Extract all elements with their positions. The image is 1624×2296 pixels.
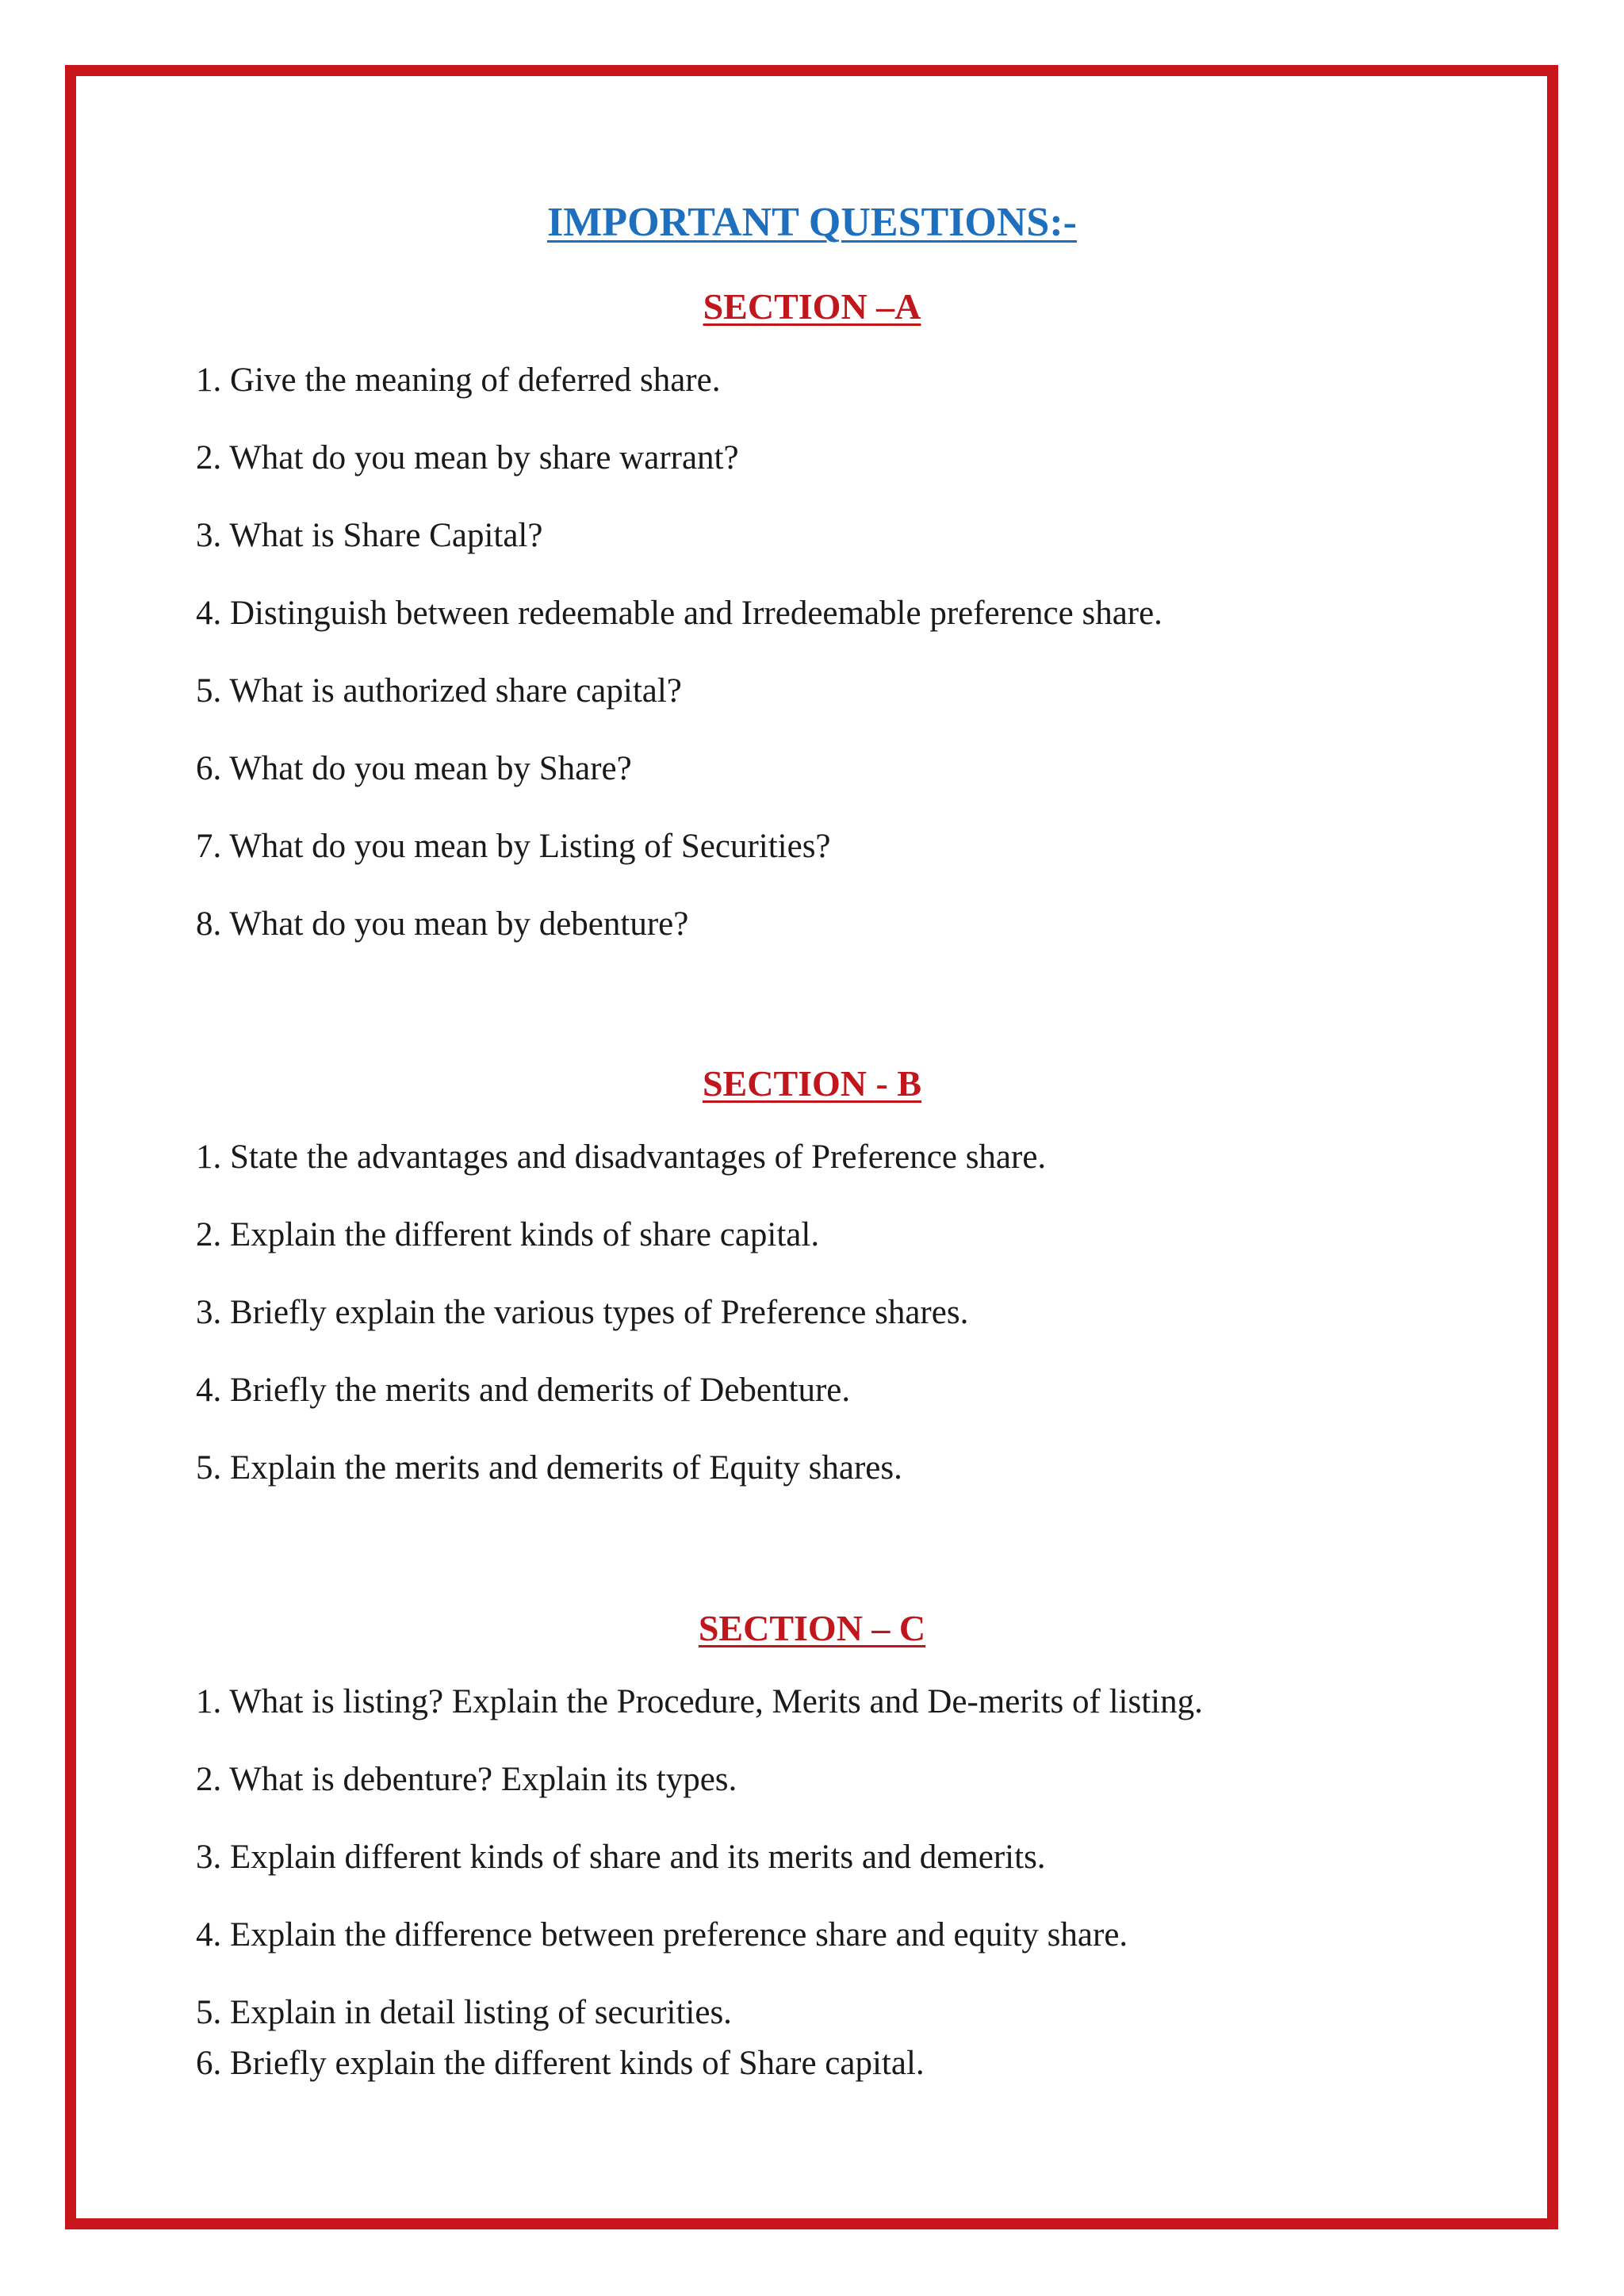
section-c-question: 1. What is listing? Explain the Procedure, Merits and De-merits of listing. <box>196 1683 1203 1720</box>
section-a-question: 4. Distinguish between redeemable and Irredeemable preference share. <box>196 595 1162 632</box>
section-a-question: 5. What is authorized share capital? <box>196 672 682 710</box>
section-b-question: 1. State the advantages and disadvantages of Preference share. <box>196 1138 1047 1176</box>
section-b-question: 5. Explain the merits and demerits of Equity shares. <box>196 1449 902 1487</box>
section-c-question: 2. What is debenture? Explain its types. <box>196 1761 737 1798</box>
section-a-question: 1. Give the meaning of deferred share. <box>196 362 721 399</box>
section-a-question: 6. What do you mean by Share? <box>196 750 632 787</box>
section-a-question: 7. What do you mean by Listing of Securities? <box>196 828 831 865</box>
section-c-question: 6. Briefly explain the different kinds of Share capital. <box>196 2045 925 2082</box>
page-title: IMPORTANT QUESTIONS:- <box>546 200 1077 245</box>
section-b-question-list <box>196 1134 1046 1522</box>
section-b-heading: SECTION - B <box>702 1063 922 1104</box>
section-a-question: 2. What do you mean by share warrant? <box>196 439 739 476</box>
section-c-question-list <box>196 1678 1203 2118</box>
section-b-question: 2. Explain the different kinds of share capital. <box>196 1216 820 1253</box>
section-b-question: 3. Briefly explain the various types of Preference shares. <box>196 1294 969 1331</box>
section-c-question: 4. Explain the difference between preference share and equity share. <box>196 1916 1128 1954</box>
section-a-heading: SECTION –A <box>703 286 921 327</box>
section-a-question: 3. What is Share Capital? <box>196 517 543 554</box>
section-c-question: 3. Explain different kinds of share and its merits and demerits. <box>196 1839 1046 1876</box>
section-c-question: 5. Explain in detail listing of securities. <box>196 1994 732 2031</box>
section-c-heading: SECTION – C <box>698 1608 926 1648</box>
section-a-question-list <box>196 357 1162 978</box>
section-b-question: 4. Briefly the merits and demerits of Debenture. <box>196 1372 851 1409</box>
section-a-question: 8. What do you mean by debenture? <box>196 905 689 943</box>
